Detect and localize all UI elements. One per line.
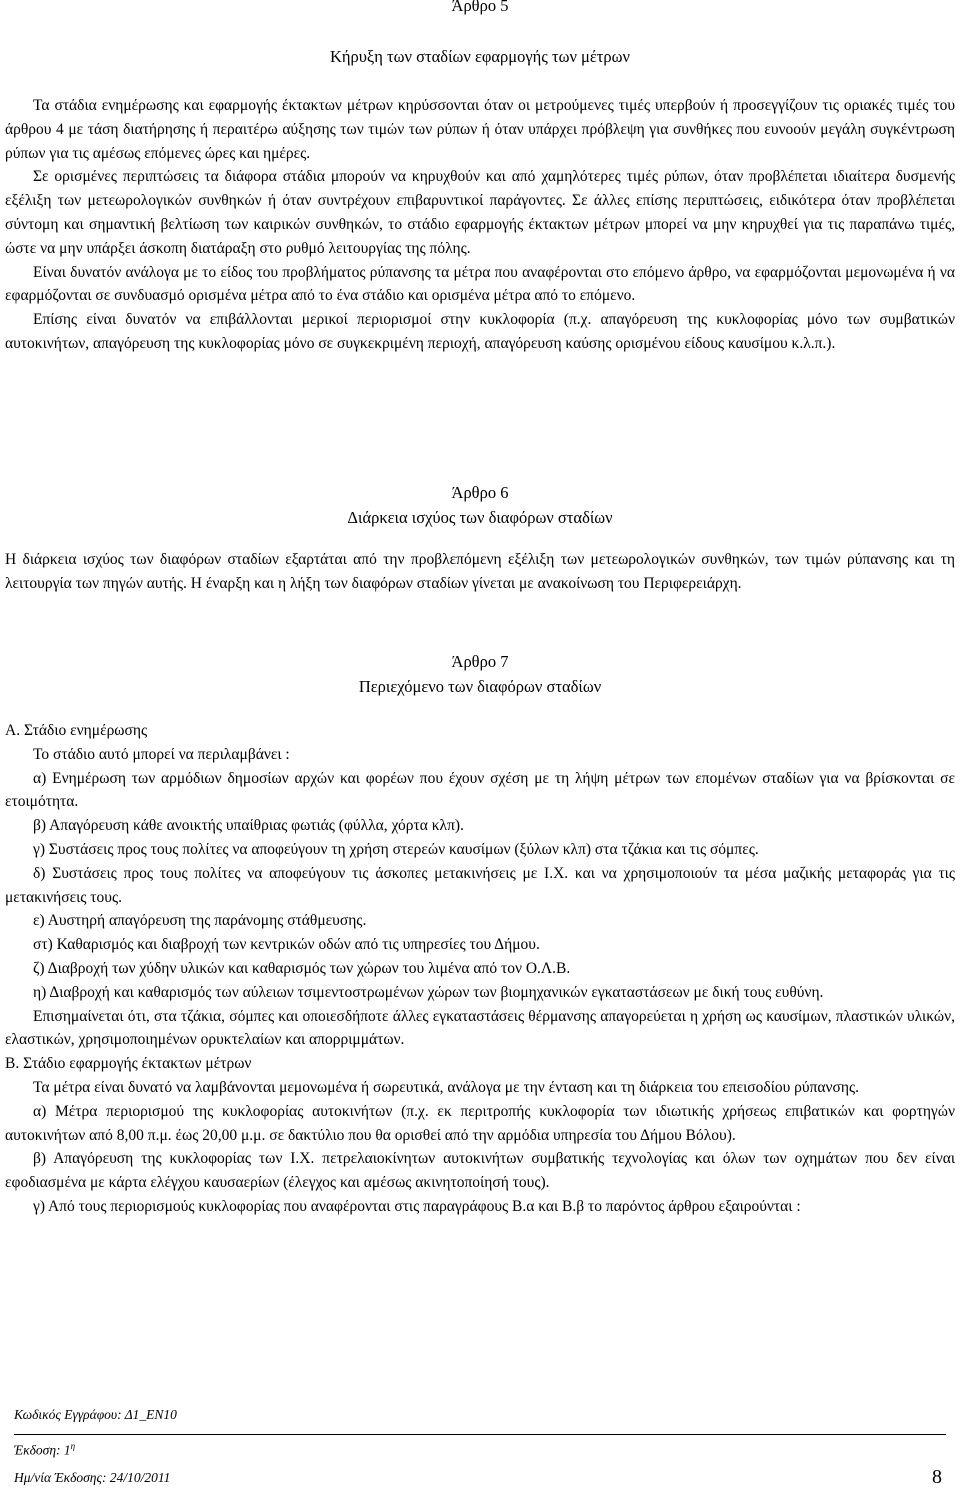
section-b-item: α) Μέτρα περιορισμού της κυκλοφορίας αυτοκινήτων (π.χ. εκ περιτροπής κυκλοφορία των ιδιωτικής χρήσεως επιβατικών και φορτηγών αυτοκινήτων από 8,00 π.μ. έως 20,00 μ.μ. σε δακτύλιο που θα ορισθεί από την αρμόδια υπηρεσία του Δήμου Βόλου). bbox=[5, 1102, 955, 1144]
section-b-intro: Τα μέτρα είναι δυνατό να λαμβάνονται μεμονωμένα ή σωρευτικά, ανάλογα με την ένταση και τη διάρκεια του επεισοδίου ρύπανσης. bbox=[33, 1078, 860, 1096]
edition bbox=[14, 1438, 75, 1459]
paragraph: Επίσης είναι δυνατόν να επιβάλλονται μερικοί περιορισμοί στην κυκλοφορία (π.χ. απαγόρευση της κυκλοφορίας μόνο των συμβατικών αυτοκινήτων, απαγόρευση της κυκλοφορίας μόνο σε συγκεκριμένη περιοχή, απαγόρευση καύσης ορισμένου είδους καυσίμου κ.λ.π.). bbox=[5, 311, 955, 352]
section-a-item: η) Διαβροχή και καθαρισμός των αύλειων τσιμεντοστρωμένων χώρων των βιομηχανικών εγκαταστάσεων με δική τους ευθύνη. bbox=[33, 983, 824, 1001]
title-text: Διάρκεια ισχύος των διαφόρων σταδίων bbox=[347, 508, 613, 527]
article-5-heading bbox=[5, 0, 955, 18]
section-b-heading: Β. Στάδιο εφαρμογής έκτακτων μέτρων bbox=[5, 1055, 252, 1073]
page-number: 8 bbox=[932, 1466, 942, 1488]
section-a-heading: Α. Στάδιο ενημέρωσης bbox=[5, 722, 148, 739]
section-a-note: Επισημαίνεται ότι, στα τζάκια, σόμπες και οποιεσδήποτε άλλες εγκαταστάσεις θέρμανσης απαγορεύεται η χρήση ως καυσίμων, πλαστικών υλικών, ελαστικών, χρησιμοποιημένων ορυκτελαίων και απορριμμάτων. bbox=[5, 1007, 955, 1049]
article-5-title bbox=[5, 45, 955, 69]
article-7-title bbox=[5, 675, 955, 699]
section-a-item: ζ) Διαβροχή των χύδην υλικών και καθαρισμός των χώρων του λιμένα από τον Ο.Λ.Β. bbox=[33, 959, 571, 977]
edition-sup: η bbox=[70, 1441, 76, 1451]
paragraph: Σε ορισμένες περιπτώσεις τα διάφορα στάδια μπορούν να κηρυχθούν και από χαμηλότερες τιμές ρύπων, όταν προβλέπεται ιδιαίτερα δυσμενής εξέλιξη των μετεωρολογικών συνθηκών ή όταν συντρέχουν επιβαρυντικοί παράγοντες. Σε άλλες επίσης περιπτώσεις, ειδικότερα όταν προβλέπεται σύντομη και σημαντική βελτίωση των καιρικών συνθηκών, το στάδιο εφαρμογής έκτακτων μέτρων μπορεί να μην κηρυχθεί για τις παραπάνω τιμές, ώστε να μην υπάρξει άσκοπη διατάραξη στο ρυθμό λειτουργίας της πόλης. bbox=[5, 168, 955, 257]
article-6-heading bbox=[5, 481, 955, 505]
section-b-item: β) Απαγόρευση της κυκλοφορίας των Ι.Χ. πετρελαιοκίνητων αυτοκινήτων συμβατικής τεχνολογίας και όλων των οχημάτων που δεν είναι εφοδιασμένα με κάρτα ελέγχου καυσαερίων (έλεγχος και αμέσως ακινητοποίησή τους). bbox=[5, 1150, 955, 1192]
article-5-body bbox=[5, 94, 955, 356]
title-text: Περιεχόμενο των διαφόρων σταδίων bbox=[358, 677, 602, 696]
section-a-item: δ) Συστάσεις προς τους πολίτες να αποφεύγουν τις άσκοπες μετακινήσεις με Ι.Χ. και να χρησιμοποιούν τα μέσα μαζικής μεταφοράς για τις μετακινήσεις τους. bbox=[5, 864, 955, 906]
heading-text: Άρθρο 5 bbox=[451, 0, 509, 15]
section-a-item: στ) Καθαρισμός και διαβροχή των κεντρικών οδών από τις υπηρεσίες του Δήμου. bbox=[33, 936, 540, 954]
article-6-body bbox=[5, 548, 955, 596]
paragraph: Τα στάδια ενημέρωσης και εφαρμογής έκτακτων μέτρων κηρύσσονται όταν οι μετρούμενες τιμές υπερβούν ή προσεγγίζουν τις οριακές τιμές του άρθρου 4 με τάση διατήρησης ή περαιτέρω αύξησης των τιμών των ρύπων ή όταν υπάρχει πρόβλεψη για συνθήκες που ευνοούν μεγάλη συγκέντρωση ρύπων για τις αμέσως επόμενες ώρες και ημέρες. bbox=[5, 97, 955, 162]
section-a-intro: Το στάδιο αυτό μπορεί να περιλαμβάνει : bbox=[33, 745, 290, 763]
heading-text: Άρθρο 6 bbox=[451, 483, 509, 502]
article-7-body bbox=[5, 719, 955, 1219]
section-a-item: α) Ενημέρωση των αρμόδιων δημοσίων αρχών και φορέων που έχουν σχέση με τη λήψη μέτρων των επομένων σταδίων για να βρίσκονται σε ετοιμότητα. bbox=[5, 769, 955, 811]
paragraph: Η διάρκεια ισχύος των διαφόρων σταδίων εξαρτάται από την προβλεπόμενη εξέλιξη των μετεωρολογικών συνθηκών, των τιμών ρύπανσης και τη λειτουργία των πηγών αυτής. Η έναρξη και η λήξη των διαφόρων σταδίων γίνεται με ανακοίνωση του Περιφερειάρχη. bbox=[5, 551, 955, 592]
title-text: Κήρυξη των σταδίων εφαρμογής των μέτρων bbox=[329, 47, 630, 66]
document-code: Κωδικός Εγγράφου: Δ1_ΕΝ10 bbox=[14, 1407, 177, 1422]
section-b-item: γ) Από τους περιορισμούς κυκλοφορίας που αναφέρονται στις παραγράφους Β.α και Β.β το παρόντος άρθρου εξαιρούνται : bbox=[33, 1197, 801, 1215]
footer-divider bbox=[14, 1434, 946, 1435]
article-6-title bbox=[5, 506, 955, 530]
heading-text: Άρθρο 7 bbox=[451, 652, 509, 671]
article-7-heading bbox=[5, 650, 955, 674]
section-a-item: γ) Συστάσεις προς τους πολίτες να αποφεύγουν τη χρήση στερεών καυσίμων (ξύλων κλπ) στα τζάκια και τις σόμπες. bbox=[33, 840, 759, 858]
edition-date: Ημ/νία Έκδοσης: 24/10/2011 bbox=[14, 1470, 171, 1485]
paragraph: Είναι δυνατόν ανάλογα με το είδος του προβλήματος ρύπανσης τα μέτρα που αναφέρονται στο επόμενο άρθρο, να εφαρμόζονται μεμονωμένα ή να εφαρμόζονται σε συνδυασμό ορισμένα μέτρα από το ένα στάδιο και ορισμένα μέτρα από το επόμενο. bbox=[5, 263, 955, 305]
section-a-item: ε) Αυστηρή απαγόρευση της παράνομης στάθμευσης. bbox=[33, 912, 367, 930]
edition-label: Έκδοση: 1 bbox=[14, 1442, 71, 1458]
section-a-item: β) Απαγόρευση κάθε ανοικτής υπαίθριας φωτιάς (φύλλα, χόρτα κλπ). bbox=[33, 817, 464, 835]
